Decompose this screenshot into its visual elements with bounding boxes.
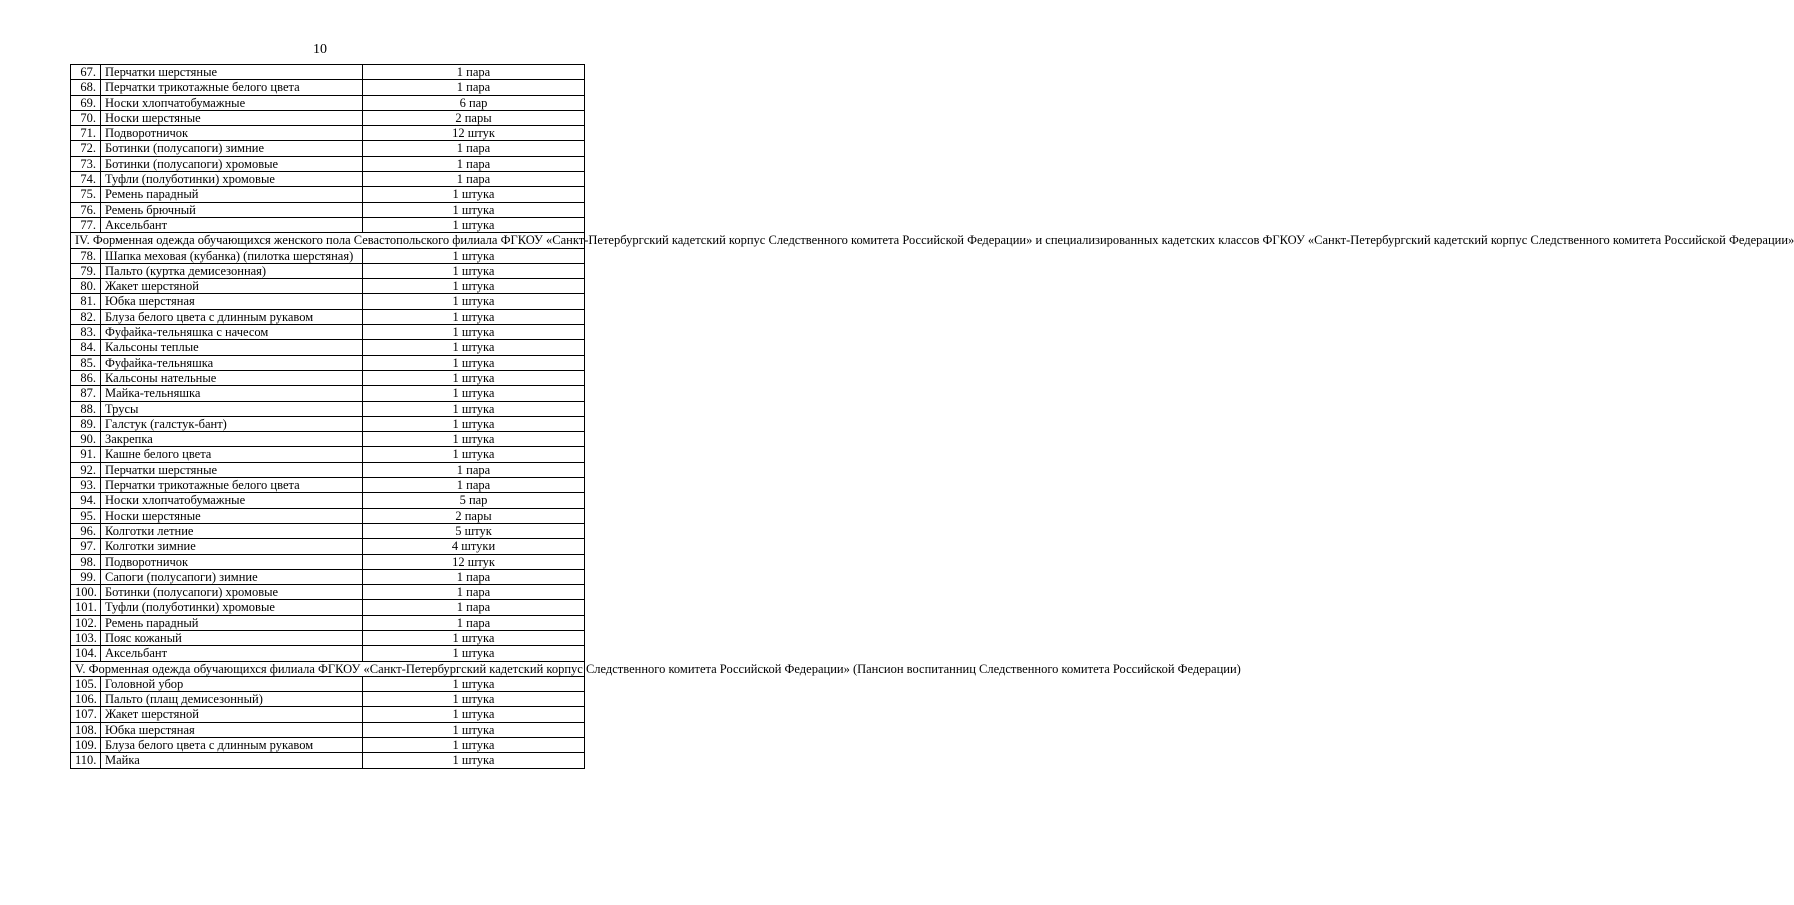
item-number: 68. — [71, 80, 101, 95]
table-row — [71, 753, 585, 768]
item-quantity: 1 штука — [363, 370, 585, 385]
item-quantity: 1 пара — [363, 172, 585, 187]
item-name: Юбка шерстяная — [101, 294, 363, 309]
item-name: Носки хлопчатобумажные — [101, 95, 363, 110]
item-number: 102. — [71, 615, 101, 630]
item-number: 74. — [71, 172, 101, 187]
item-quantity: 1 штука — [363, 217, 585, 232]
item-number: 103. — [71, 630, 101, 645]
item-number: 110. — [71, 753, 101, 768]
table-row — [71, 65, 585, 80]
item-number: 101. — [71, 600, 101, 615]
table-row — [71, 600, 585, 615]
item-number: 73. — [71, 156, 101, 171]
item-number: 76. — [71, 202, 101, 217]
table-row — [71, 187, 585, 202]
item-quantity: 2 пары — [363, 110, 585, 125]
item-number: 83. — [71, 325, 101, 340]
item-quantity: 1 штука — [363, 676, 585, 691]
table-row — [71, 585, 585, 600]
table-row — [71, 95, 585, 110]
item-number: 93. — [71, 478, 101, 493]
item-quantity: 1 пара — [363, 600, 585, 615]
item-number: 86. — [71, 370, 101, 385]
table-row — [71, 401, 585, 416]
table-row — [71, 539, 585, 554]
table-row — [71, 554, 585, 569]
item-number: 109. — [71, 738, 101, 753]
table-row — [71, 370, 585, 385]
table-row — [71, 248, 585, 263]
table-row — [71, 309, 585, 324]
item-quantity: 1 штука — [363, 722, 585, 737]
item-name: Перчатки шерстяные — [101, 462, 363, 477]
item-quantity: 1 штука — [363, 248, 585, 263]
item-number: 89. — [71, 416, 101, 431]
item-name: Кальсоны нательные — [101, 370, 363, 385]
item-name: Майка — [101, 753, 363, 768]
table-row — [71, 126, 585, 141]
item-name: Ботинки (полусапоги) хромовые — [101, 585, 363, 600]
item-quantity: 1 штука — [363, 432, 585, 447]
item-number: 71. — [71, 126, 101, 141]
item-number: 79. — [71, 263, 101, 278]
item-number: 84. — [71, 340, 101, 355]
item-number: 72. — [71, 141, 101, 156]
item-number: 104. — [71, 646, 101, 661]
item-quantity: 1 пара — [363, 141, 585, 156]
item-quantity: 1 штука — [363, 738, 585, 753]
item-name: Пальто (куртка демисезонная) — [101, 263, 363, 278]
table-row — [71, 355, 585, 370]
item-quantity: 1 штука — [363, 340, 585, 355]
item-quantity: 1 штука — [363, 263, 585, 278]
table-row — [71, 493, 585, 508]
item-name: Юбка шерстяная — [101, 722, 363, 737]
table-row — [71, 386, 585, 401]
item-name: Перчатки трикотажные белого цвета — [101, 80, 363, 95]
section-heading: V. Форменная одежда обучающихся филиала ФГКОУ «Санкт-Петербургский кадетский корпус Следственного комитета Российской Федерации» (Пансион воспитанниц Следственного комитета Российской Федерации) — [71, 661, 585, 676]
table-row — [71, 110, 585, 125]
item-number: 94. — [71, 493, 101, 508]
table-body — [71, 65, 1794, 769]
item-quantity: 1 штука — [363, 447, 585, 462]
item-quantity: 4 штуки — [363, 539, 585, 554]
item-quantity: 1 пара — [363, 615, 585, 630]
item-quantity: 12 штук — [363, 554, 585, 569]
table-row — [71, 172, 585, 187]
item-number: 97. — [71, 539, 101, 554]
item-name: Галстук (галстук-бант) — [101, 416, 363, 431]
table-row — [71, 340, 585, 355]
item-quantity: 5 штук — [363, 523, 585, 538]
table-row — [71, 722, 585, 737]
table-row — [71, 141, 585, 156]
table-row — [71, 156, 585, 171]
section-heading: IV. Форменная одежда обучающихся женского пола Севастопольского филиала ФГКОУ «Санкт-Петербургский кадетский корпус Следственного комитета Российской Федерации» и специализированных кадетских классов ФГКОУ «Санкт-Петербургский кадетский корпус Следственного комитета Российской Федерации» — [71, 233, 585, 248]
item-name: Кальсоны теплые — [101, 340, 363, 355]
item-number: 75. — [71, 187, 101, 202]
item-name: Шапка меховая (кубанка) (пилотка шерстяная) — [101, 248, 363, 263]
item-quantity: 1 пара — [363, 585, 585, 600]
item-name: Аксельбант — [101, 646, 363, 661]
item-quantity: 1 штука — [363, 294, 585, 309]
item-name: Ремень парадный — [101, 187, 363, 202]
item-name: Ремень парадный — [101, 615, 363, 630]
item-name: Носки шерстяные — [101, 110, 363, 125]
item-name: Аксельбант — [101, 217, 363, 232]
item-name: Жакет шерстяной — [101, 279, 363, 294]
item-quantity: 5 пар — [363, 493, 585, 508]
table-row — [71, 432, 585, 447]
item-number: 105. — [71, 676, 101, 691]
table-row — [71, 569, 585, 584]
table-row — [71, 630, 585, 645]
item-name: Сапоги (полусапоги) зимние — [101, 569, 363, 584]
table-row — [71, 646, 585, 661]
item-name: Майка-тельняшка — [101, 386, 363, 401]
item-name: Фуфайка-тельняшка — [101, 355, 363, 370]
item-name: Перчатки шерстяные — [101, 65, 363, 80]
item-number: 92. — [71, 462, 101, 477]
item-name: Перчатки трикотажные белого цвета — [101, 478, 363, 493]
table-row — [71, 738, 585, 753]
item-name: Пояс кожаный — [101, 630, 363, 645]
table-row — [71, 263, 585, 278]
item-quantity: 12 штук — [363, 126, 585, 141]
item-quantity: 1 пара — [363, 462, 585, 477]
item-quantity: 1 штука — [363, 355, 585, 370]
table-row — [71, 217, 585, 232]
table-row — [71, 615, 585, 630]
item-number: 91. — [71, 447, 101, 462]
item-name: Носки хлопчатобумажные — [101, 493, 363, 508]
item-name: Колготки зимние — [101, 539, 363, 554]
page-number: 10 — [313, 42, 327, 57]
item-quantity: 2 пары — [363, 508, 585, 523]
item-name: Носки шерстяные — [101, 508, 363, 523]
item-quantity: 1 пара — [363, 80, 585, 95]
item-quantity: 1 пара — [363, 65, 585, 80]
item-name: Пальто (плащ демисезонный) — [101, 692, 363, 707]
table-row — [71, 523, 585, 538]
item-name: Колготки летние — [101, 523, 363, 538]
item-number: 81. — [71, 294, 101, 309]
item-quantity: 6 пар — [363, 95, 585, 110]
item-name: Подворотничок — [101, 126, 363, 141]
table-row — [71, 462, 585, 477]
table-row — [71, 508, 585, 523]
item-number: 78. — [71, 248, 101, 263]
item-quantity: 1 штука — [363, 279, 585, 294]
section-header-row — [71, 233, 585, 248]
item-name: Трусы — [101, 401, 363, 416]
item-name: Фуфайка-тельняшка с начесом — [101, 325, 363, 340]
table-row — [71, 707, 585, 722]
table-row — [71, 416, 585, 431]
item-quantity: 1 штука — [363, 753, 585, 768]
item-name: Блуза белого цвета с длинным рукавом — [101, 309, 363, 324]
item-number: 98. — [71, 554, 101, 569]
item-quantity: 1 пара — [363, 478, 585, 493]
item-name: Головной убор — [101, 676, 363, 691]
item-quantity: 1 штука — [363, 707, 585, 722]
item-number: 108. — [71, 722, 101, 737]
item-number: 77. — [71, 217, 101, 232]
item-quantity: 1 штука — [363, 630, 585, 645]
table-row — [71, 676, 585, 691]
item-number: 80. — [71, 279, 101, 294]
item-number: 106. — [71, 692, 101, 707]
table-row — [71, 478, 585, 493]
item-name: Подворотничок — [101, 554, 363, 569]
table-row — [71, 279, 585, 294]
item-quantity: 1 пара — [363, 569, 585, 584]
item-number: 67. — [71, 65, 101, 80]
item-number: 90. — [71, 432, 101, 447]
item-name: Закрепка — [101, 432, 363, 447]
item-quantity: 1 штука — [363, 187, 585, 202]
item-quantity: 1 штука — [363, 401, 585, 416]
item-number: 87. — [71, 386, 101, 401]
item-number: 82. — [71, 309, 101, 324]
item-quantity: 1 штука — [363, 386, 585, 401]
item-quantity: 1 штука — [363, 692, 585, 707]
item-quantity: 1 штука — [363, 325, 585, 340]
item-number: 100. — [71, 585, 101, 600]
item-number: 107. — [71, 707, 101, 722]
table-row — [71, 325, 585, 340]
item-quantity: 1 штука — [363, 416, 585, 431]
item-name: Ботинки (полусапоги) зимние — [101, 141, 363, 156]
item-quantity: 1 пара — [363, 156, 585, 171]
table-row — [71, 692, 585, 707]
item-name: Туфли (полуботинки) хромовые — [101, 600, 363, 615]
uniform-items-table — [70, 64, 1794, 769]
item-name: Жакет шерстяной — [101, 707, 363, 722]
item-number: 95. — [71, 508, 101, 523]
item-number: 69. — [71, 95, 101, 110]
section-header-row — [71, 661, 585, 676]
item-name: Блуза белого цвета с длинным рукавом — [101, 738, 363, 753]
item-quantity: 1 штука — [363, 309, 585, 324]
item-name: Ботинки (полусапоги) хромовые — [101, 156, 363, 171]
item-quantity: 1 штука — [363, 202, 585, 217]
item-name: Кашне белого цвета — [101, 447, 363, 462]
item-number: 70. — [71, 110, 101, 125]
item-number: 85. — [71, 355, 101, 370]
table-row — [71, 202, 585, 217]
item-number: 96. — [71, 523, 101, 538]
item-number: 99. — [71, 569, 101, 584]
table-row — [71, 294, 585, 309]
item-quantity: 1 штука — [363, 646, 585, 661]
item-number: 88. — [71, 401, 101, 416]
table-row — [71, 80, 585, 95]
table-row — [71, 447, 585, 462]
item-name: Туфли (полуботинки) хромовые — [101, 172, 363, 187]
item-name: Ремень брючный — [101, 202, 363, 217]
